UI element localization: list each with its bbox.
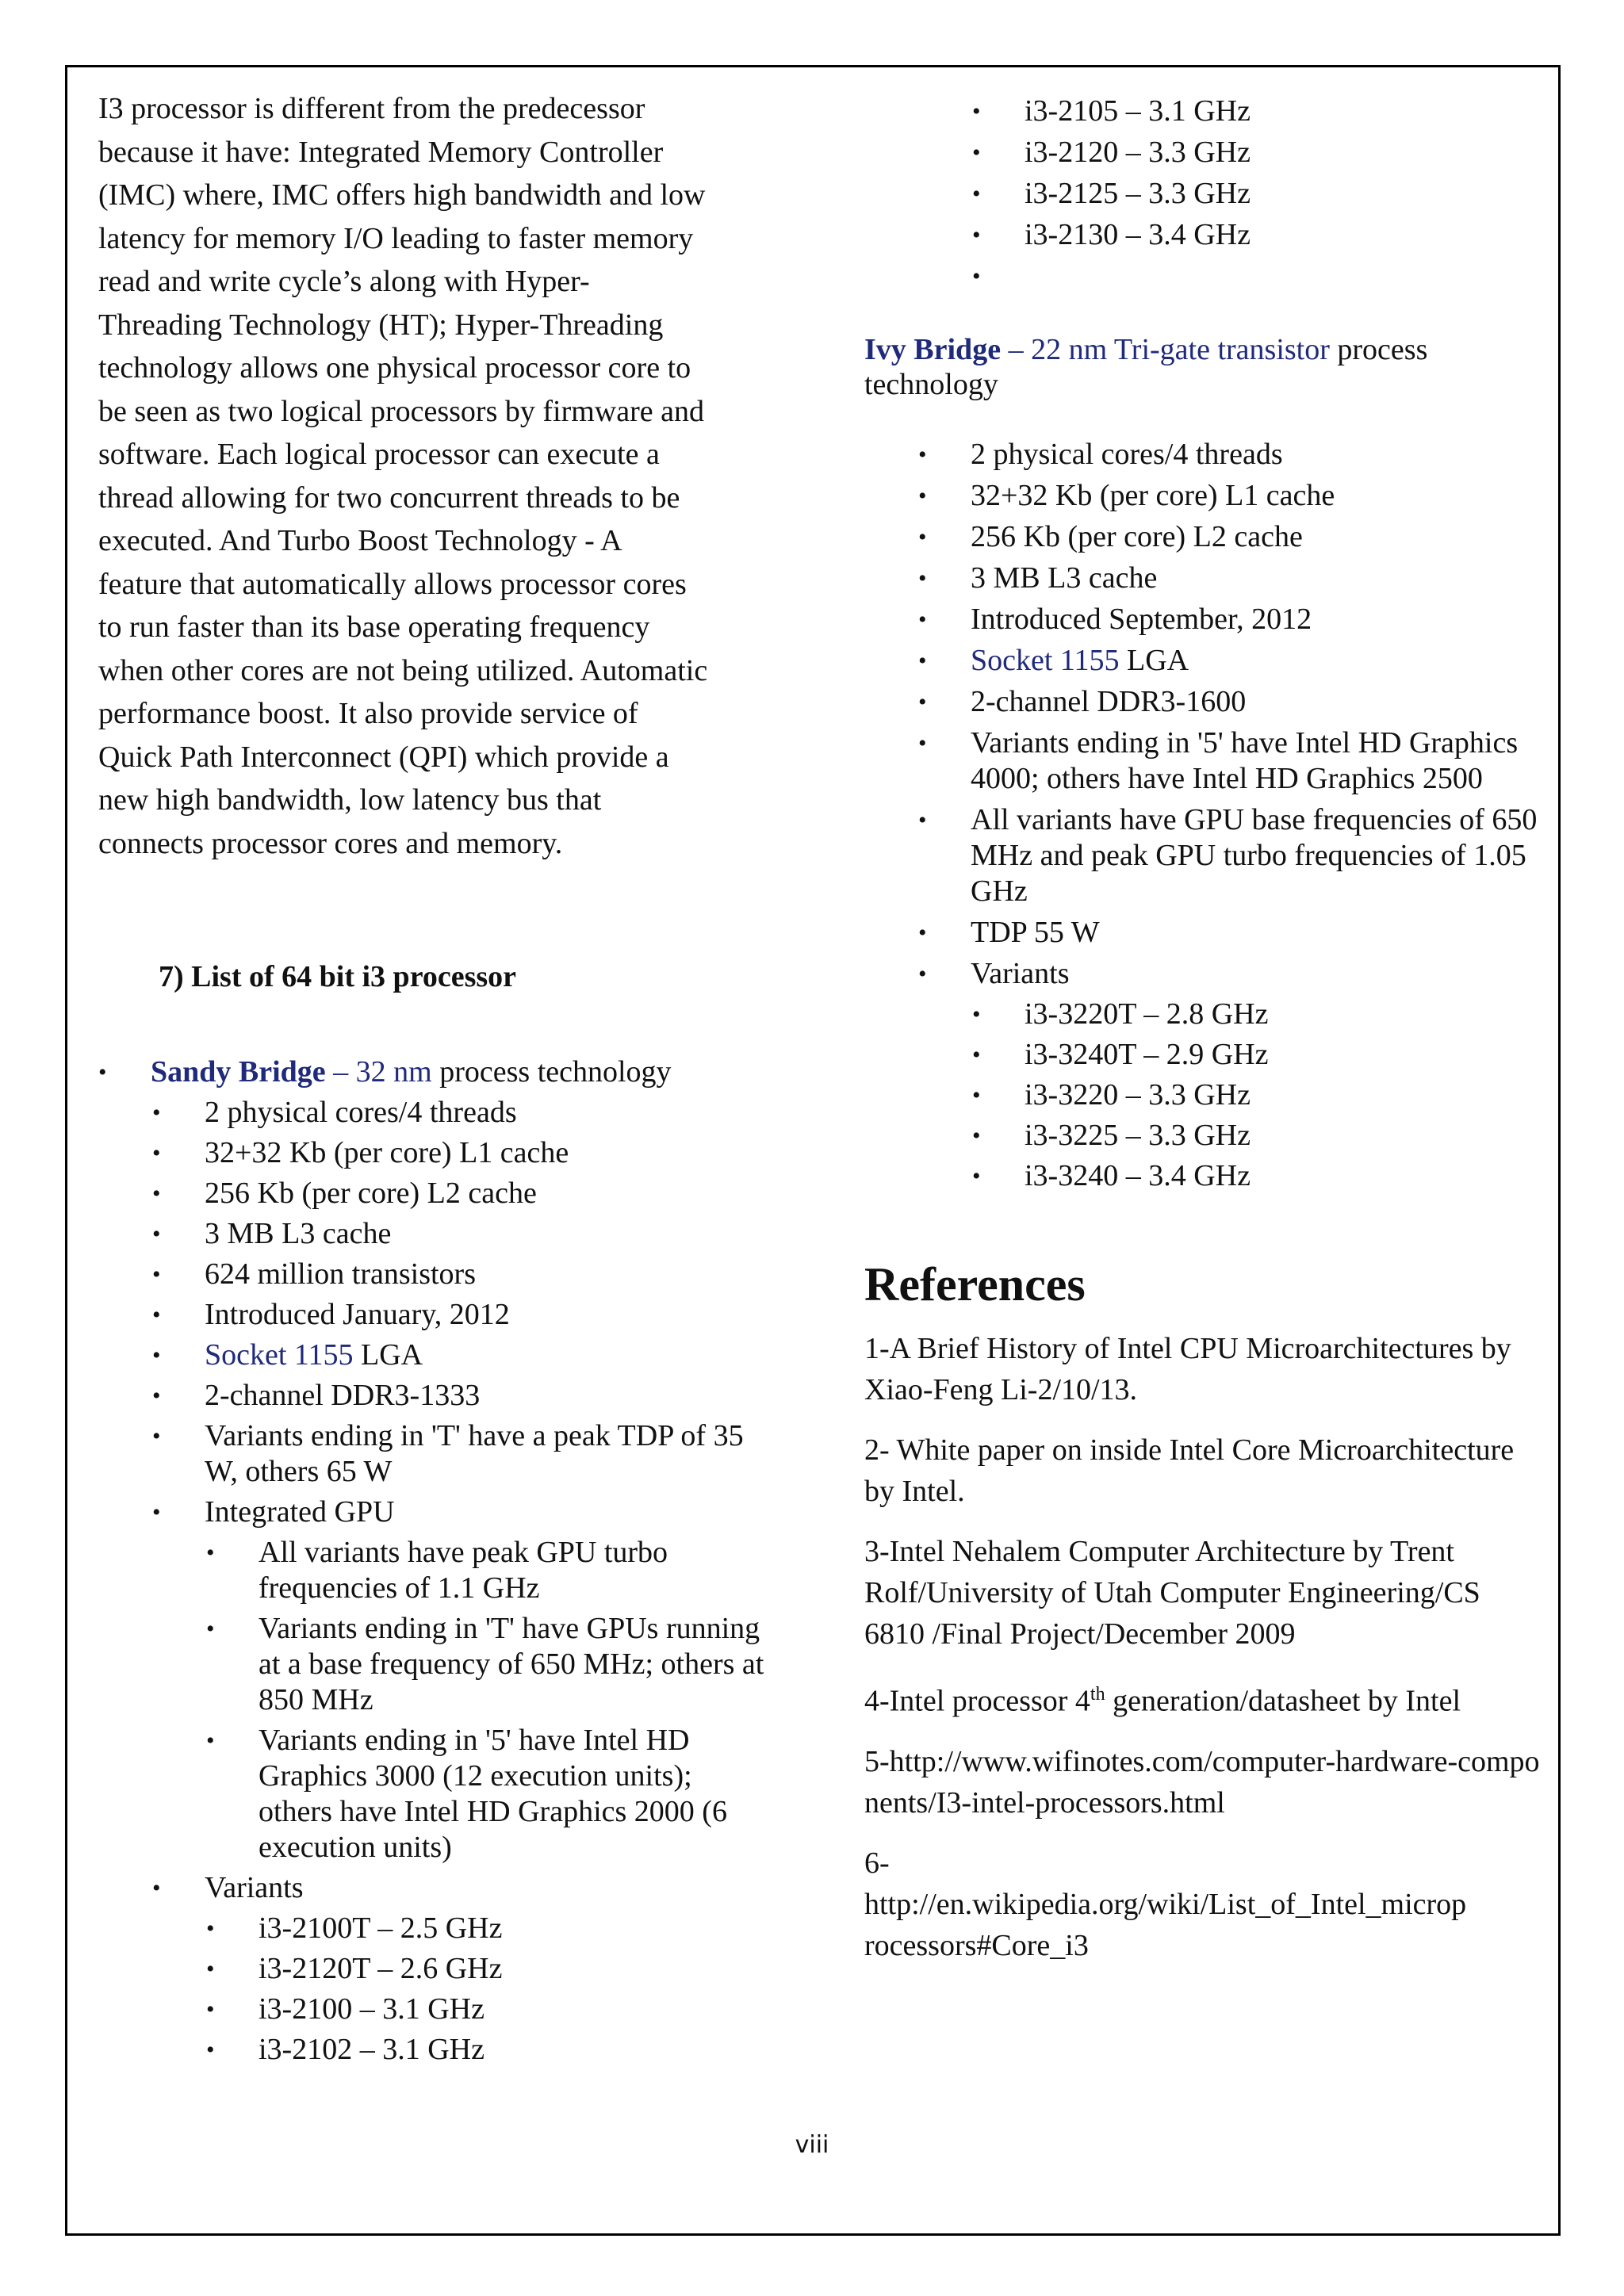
reference-item: 6- <box>864 1846 890 1880</box>
list-item <box>205 1494 772 1866</box>
ivy-bridge-link[interactable]: Ivy Bridge <box>864 333 1002 366</box>
ivy-nm-link[interactable]: 22 nm Tri-gate transistor <box>1031 333 1330 366</box>
variants-label: Variants <box>971 957 1070 990</box>
variant-item: • i3-2100T – 2.5 GHz <box>259 1911 772 1946</box>
intro-line: latency for memory I/O leading to faster memory <box>98 221 694 255</box>
ivy-bridge-heading <box>864 332 1546 402</box>
socket-link[interactable]: Socket 1155 <box>205 1338 354 1372</box>
variant-item: • i3-3240T – 2.9 GHz <box>1025 1037 1546 1073</box>
intro-paragraph <box>98 87 772 865</box>
variant-item: • i3-3225 – 3.3 GHz <box>1025 1118 1546 1154</box>
list-item <box>151 1054 772 2068</box>
reference-link[interactable]: http://en.wikipedia.org/wiki/List_of_Intel_microp rocessors#Core_i3 <box>864 1887 1467 1962</box>
list-item: • Variants ending in '5' have Intel HD Graphics 4000; others have Intel HD Graphics 2500 <box>971 725 1546 797</box>
intro-line: new high bandwidth, low latency bus that <box>98 783 602 817</box>
intro-line: executed. And Turbo Boost Technology - A <box>98 524 622 557</box>
sandy-nm-link[interactable]: 32 nm <box>355 1055 432 1089</box>
intro-line: technology allows one physical processor core to <box>98 351 691 385</box>
list-item: • 32+32 Kb (per core) L1 cache <box>971 478 1546 514</box>
variants-label: Variants <box>205 1871 304 1904</box>
intro-line: (IMC) where, IMC offers high bandwidth and low <box>98 178 706 212</box>
left-column <box>98 87 772 865</box>
reference-item: 2- White paper on inside Intel Core Microarchitecture by Intel. <box>864 1433 1515 1508</box>
intro-line: read and write cycle’s along with Hyper- <box>98 265 590 298</box>
variant-item: • i3-2130 – 3.4 GHz <box>1025 217 1546 253</box>
variant-item: • i3-3240 – 3.4 GHz <box>1025 1158 1546 1194</box>
intro-line: performance boost. It also provide service of <box>98 697 638 730</box>
ref4-text: generation/datasheet by Intel <box>1105 1684 1461 1718</box>
list-item: • 2-channel DDR3-1333 <box>205 1378 772 1414</box>
variant-item: • i3-2102 – 3.1 GHz <box>259 2032 772 2068</box>
list-item: • 624 million transistors <box>205 1257 772 1292</box>
section-heading: 7) List of 64 bit i3 processor <box>159 960 517 993</box>
variant-item: • i3-2120T – 2.6 GHz <box>259 1951 772 1987</box>
list-item: • 3 MB L3 cache <box>205 1216 772 1252</box>
list-item: • All variants have GPU base frequencies of 650 MHz and peak GPU turbo frequencies of 1.05 GHz <box>971 802 1546 909</box>
sandy-bridge-link[interactable]: Sandy Bridge <box>151 1055 326 1089</box>
reference-item: 1-A Brief History of Intel CPU Microarchitectures by Xiao-Feng Li-2/10/13. <box>864 1332 1511 1406</box>
reference-item <box>864 1674 1546 1722</box>
list-item: • 256 Kb (per core) L2 cache <box>971 519 1546 555</box>
list-item <box>205 1870 772 2068</box>
intro-line: when other cores are not being utilized. Automatic <box>98 653 708 687</box>
list-item: • Variants ending in '5' have Intel HD Graphics 3000 (12 execution units); others have Intel HD Graphics 2000 (6 execution units) <box>259 1723 772 1866</box>
list-item: • Introduced January, 2012 <box>205 1297 772 1333</box>
page-number: viii <box>795 2131 829 2159</box>
list-item: • Variants ending in 'T' have GPUs running at a base frequency of 650 MHz; others at 850 MHz <box>259 1611 772 1718</box>
list-item: • 3 MB L3 cache <box>971 561 1546 596</box>
list-item: • 2 physical cores/4 threads <box>971 437 1546 473</box>
list-item: • 256 Kb (per core) L2 cache <box>205 1176 772 1211</box>
intro-line: I3 processor is different from the predecessor <box>98 92 645 125</box>
right-column <box>864 94 1546 1985</box>
list-item <box>205 1337 772 1373</box>
socket-text: LGA <box>353 1338 423 1372</box>
intro-line: to run faster than its base operating frequency <box>98 610 650 644</box>
reference-item: 3-Intel Nehalem Computer Architecture by Trent Rolf/University of Utah Computer Engineering/CS 6810 /Final Project/December 2009 <box>864 1535 1480 1651</box>
list-item: • All variants have peak GPU turbo frequencies of 1.1 GHz <box>259 1535 772 1606</box>
references-list <box>864 1328 1546 1966</box>
intro-line: thread allowing for two concurrent threads to be <box>98 480 680 515</box>
variant-item: • i3-2125 – 3.3 GHz <box>1025 176 1546 212</box>
list-item: • TDP 55 W <box>971 915 1546 951</box>
intro-line: Quick Path Interconnect (QPI) which provide a <box>98 740 669 774</box>
list-item: • 2-channel DDR3-1600 <box>971 684 1546 720</box>
variant-item: • i3-2100 – 3.1 GHz <box>259 1992 772 2027</box>
list-item: • 2 physical cores/4 threads <box>205 1095 772 1131</box>
ref4-text: 4-Intel processor 4 <box>864 1684 1090 1718</box>
list-item: • 32+32 Kb (per core) L1 cache <box>205 1135 772 1171</box>
dash: – <box>325 1055 356 1089</box>
list-item: • Variants ending in 'T' have a peak TDP of 35 W, others 65 W <box>205 1418 772 1490</box>
references-heading: References <box>864 1258 1086 1311</box>
list-item <box>971 956 1546 1194</box>
empty-bullet <box>1025 258 1546 294</box>
sandy-bridge-list <box>98 1054 772 2073</box>
intro-line: connects processor cores and memory. <box>98 826 563 860</box>
process-text: process technology <box>431 1055 672 1089</box>
socket-text: LGA <box>1119 644 1189 677</box>
intro-line: Threading Technology (HT); Hyper-Threading <box>98 308 664 342</box>
socket-link[interactable]: Socket 1155 <box>971 644 1120 677</box>
list-item: • Introduced September, 2012 <box>971 602 1546 637</box>
gpu-label: Integrated GPU <box>205 1495 395 1529</box>
superscript: th <box>1090 1684 1105 1705</box>
intro-line: be seen as two logical processors by firmware and <box>98 394 704 428</box>
intro-line: because it have: Integrated Memory Controller <box>98 135 664 169</box>
process-text: process technology <box>864 333 1428 401</box>
variant-item: • i3-3220 – 3.3 GHz <box>1025 1077 1546 1113</box>
variant-item: • i3-3220T – 2.8 GHz <box>1025 997 1546 1032</box>
variant-item: • i3-2120 – 3.3 GHz <box>1025 135 1546 170</box>
intro-line: feature that automatically allows processor cores <box>98 567 687 601</box>
variant-item: • i3-2105 – 3.1 GHz <box>1025 94 1546 129</box>
intro-line: software. Each logical processor can execute a <box>98 438 660 471</box>
list-item <box>971 643 1546 679</box>
dash: – <box>1001 333 1032 366</box>
reference-link[interactable]: 5-http://www.wifinotes.com/computer-hardware-components/I3-intel-processors.html <box>864 1744 1540 1820</box>
